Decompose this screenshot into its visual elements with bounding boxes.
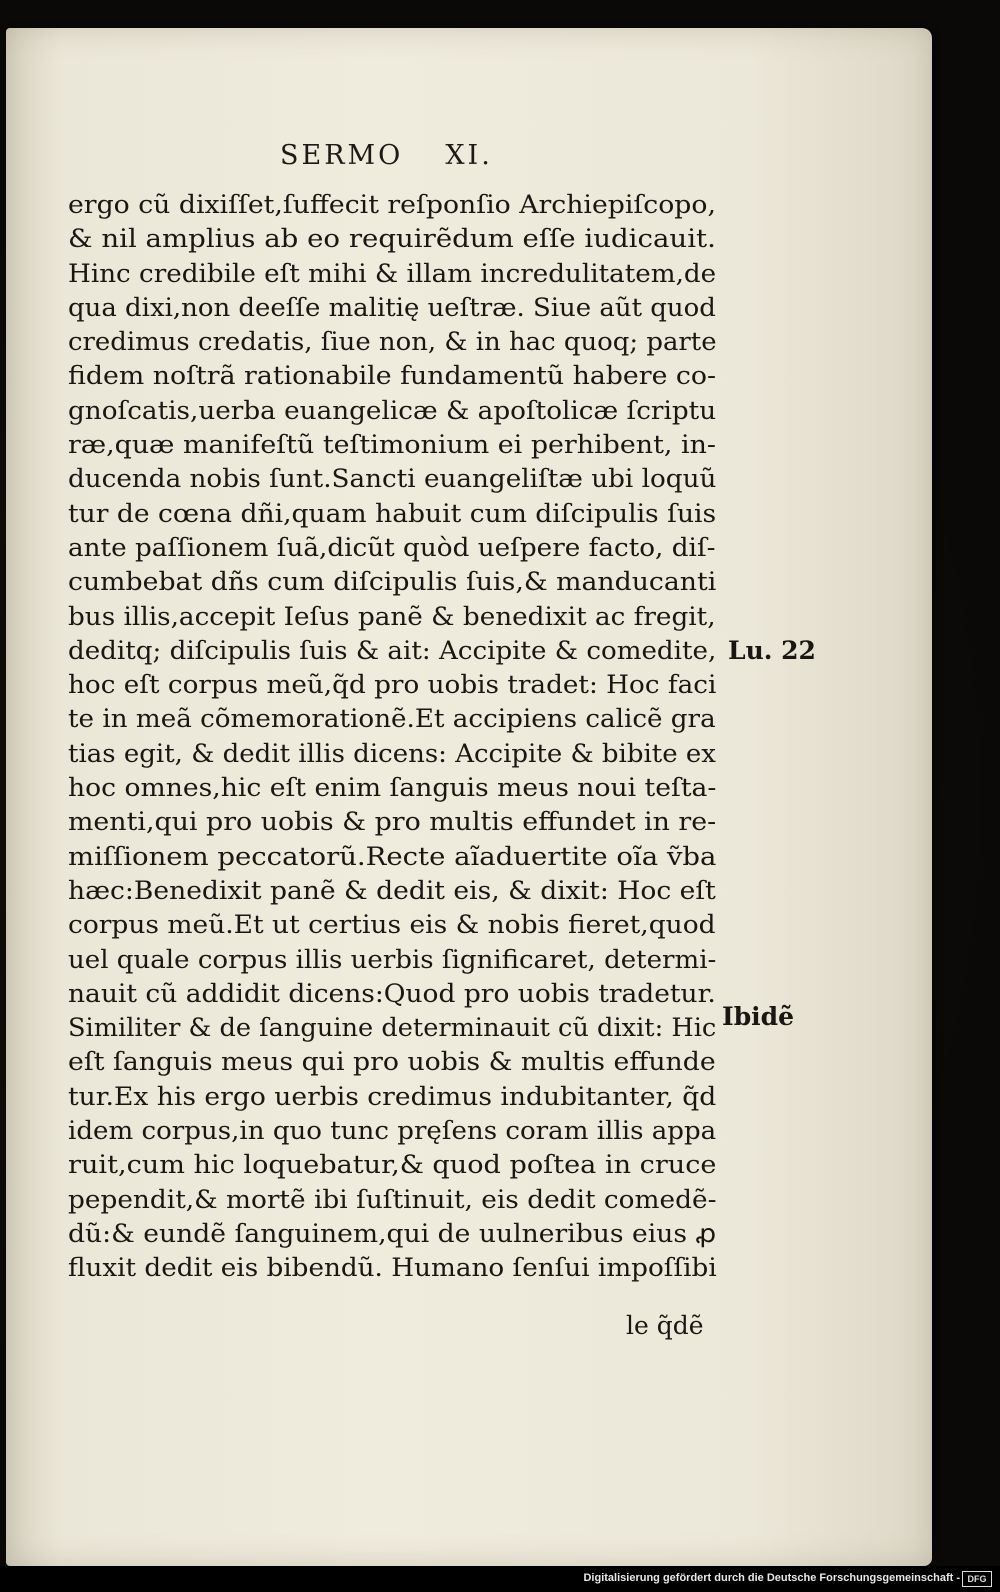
dfg-logo: DFG <box>962 1571 992 1587</box>
text-line: Similiter & de ſanguine determinauit cũ dixit: Hic <box>68 1013 717 1043</box>
text-line: menti,qui pro uobis & pro multis effundet in re- <box>68 807 717 837</box>
text-line: eſt ſanguis meus qui pro uobis & multis effunde <box>68 1047 716 1077</box>
text-line: hoc omnes,hic eſt enim ſanguis meus noui teſta- <box>68 773 717 803</box>
text-line: te in meã cõmemorationẽ.Et accipiens calicẽ gra <box>68 704 716 734</box>
text-line: hæc:Benedixit panẽ & dedit eis, & dixit: Hoc eſt <box>68 875 716 905</box>
footer-bar <box>0 1566 1000 1592</box>
text-line: tur.Ex his ergo uerbis credimus indubitanter, q̃d <box>68 1081 717 1111</box>
text-line: fidem noſtrã rationabile fundamentũ habere co- <box>68 361 717 391</box>
running-head-title: SERMO <box>280 140 404 171</box>
body-text <box>68 188 728 1286</box>
text-line: pependit,& mortẽ ibi ſuſtinuit, eis dedit comedẽ- <box>68 1184 717 1214</box>
text-line: & nil amplius ab eo requirẽdum eſſe iudicauit. <box>68 224 716 254</box>
text-line: uel quale corpus illis uerbis ſignificaret, determi- <box>68 944 717 974</box>
text-line: tias egit, & dedit illis dicens: Accipite & bibite ex <box>68 738 716 768</box>
text-line: bus illis,accepit Ieſus panẽ & benedixit ac fregit, <box>68 601 716 631</box>
text-line: ræ,quæ manifeſtũ teſtimonium ei perhibent, in- <box>68 430 716 460</box>
text-line: tur de cœna dñi,quam habuit cum diſcipulis ſuis <box>68 498 717 528</box>
text-line: credimus credatis, ſiue non, & in hac quoq; parte <box>68 327 717 357</box>
text-line: ante paſſionem ſuã,dicũt quòd ueſpere facto, diſ- <box>68 532 716 562</box>
text-line: nauit cũ addidit dicens:Quod pro uobis tradetur. <box>68 978 716 1008</box>
text-line: corpus meũ.Et ut certius eis & nobis fieret,quod <box>68 910 716 940</box>
text-line: idem corpus,in quo tunc pręſens coram illis appa <box>68 1116 717 1146</box>
text-line: ducenda nobis ſunt.Sancti euangeliſtæ ubi loquũ <box>68 464 717 494</box>
text-line: fluxit dedit eis bibendũ. Humano ſenſui impoſſibi <box>68 1253 717 1283</box>
text-line: qua dixi,non deeſſe malitię ueſtræ. Siue aũt quod <box>68 292 716 322</box>
text-line: ergo cũ dixiſſet,ſuffecit reſponſio Archiepiſcopo, <box>68 190 716 219</box>
text-line: Hinc credibile eſt mihi & illam incredulitatem,de <box>68 258 717 288</box>
catchword: le q̃dẽ <box>626 1311 704 1340</box>
margin-note-luke: Lu. 22 <box>728 636 816 665</box>
text-line: hoc eſt corpus meũ,q̃d pro uobis tradet: Hoc faci <box>68 670 717 700</box>
book-page <box>6 28 932 1566</box>
text-line: ruit,cum hic loquebatur,& quod poſtea in cruce <box>68 1150 717 1180</box>
text-line: deditq; diſcipulis ſuis & ait: Accipite & comedite, <box>68 635 717 665</box>
text-line: gnoſcatis,uerba euangelicæ & apoſtolicæ ſcriptu <box>68 395 717 425</box>
footer-credit: Digitalisierung gefördert durch die Deutsche Forschungsgemeinschaft - <box>583 1572 960 1584</box>
text-line: cumbebat dñs cum diſcipulis ſuis,& manducanti <box>68 567 717 597</box>
running-head <box>280 140 493 171</box>
text-line: dũ:& eundẽ ſanguinem,qui de uulneribus eius ꝓ <box>68 1218 717 1248</box>
running-head-numeral: XI. <box>445 140 493 171</box>
margin-note-ibidem: Ibidẽ <box>722 1002 795 1031</box>
text-line: miſſionem peccatorũ.Recte aĩaduertite oĩa ṽba <box>68 841 717 871</box>
